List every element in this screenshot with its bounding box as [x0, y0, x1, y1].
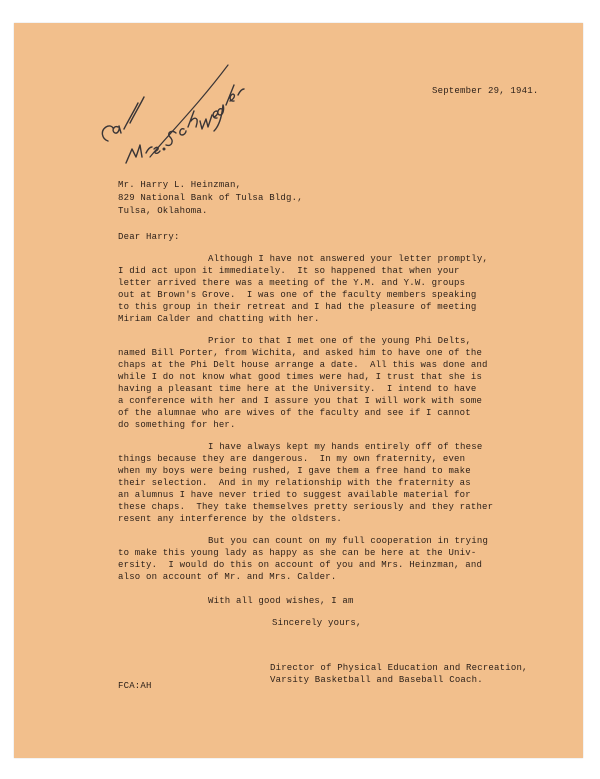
text-line: an alumnus I have never tried to suggest available material for — [118, 490, 471, 500]
text-line: to this group in their retreat and I had the pleasure of meeting — [118, 302, 477, 312]
salutation: Dear Harry: — [118, 232, 180, 242]
text-line: I have always kept my hands entirely off of these — [208, 442, 483, 452]
address-line: Mr. Harry L. Heinzman, — [118, 180, 242, 190]
text-line: to make this young lady as happy as she can be here at the Univ- — [118, 548, 477, 558]
text-line: chaps at the Phi Delt house arrange a date. All this was done and — [118, 360, 488, 370]
text-line: Prior to that I met one of the young Phi Delts, — [208, 336, 472, 346]
text-line: named Bill Porter, from Wichita, and asked him to have one of the — [118, 348, 483, 358]
text-line: out at Brown's Grove. I was one of the faculty members speaking — [118, 290, 477, 300]
text-line: of the alumnae who are wives of the faculty and see if I cannot — [118, 408, 471, 418]
text-line: when my boys were being rushed, I gave them a free hand to make — [118, 466, 471, 476]
text-line: Although I have not answered your letter promptly, — [208, 254, 489, 264]
text-line: while I do not know what good times were had, I trust that she is — [118, 372, 483, 382]
text-line: their selection. And in my relationship with the fraternity as — [118, 478, 471, 488]
text-line: I did act upon it immediately. It so happened that when your — [118, 266, 460, 276]
complimentary-close: Sincerely yours, — [272, 618, 362, 628]
handwritten-note-drawing — [78, 45, 248, 175]
text-line: resent any interference by the oldsters. — [118, 514, 343, 524]
text-line: having a pleasant time here at the University. I intend to have — [118, 384, 477, 394]
address-line: Tulsa, Oklahoma. — [118, 206, 208, 216]
handwritten-note — [78, 45, 248, 175]
text-line: do something for her. — [118, 420, 236, 430]
text-line: ersity. I would do this on account of you and Mrs. Heinzman, and — [118, 560, 483, 570]
text-line: letter arrived there was a meeting of the Y.M. and Y.W. groups — [118, 278, 466, 288]
letter-date: September 29, 1941. — [432, 86, 539, 96]
text-line: a conference with her and I assure you that I will work with some — [118, 396, 483, 406]
text-line: But you can count on my full cooperation in trying — [208, 536, 489, 546]
title-line: Director of Physical Education and Recreation, — [270, 663, 528, 673]
text-line: Miriam Calder and chatting with her. — [118, 314, 320, 324]
text-line: these chaps. They take themselves pretty seriously and they rather — [118, 502, 494, 512]
address-line: 829 National Bank of Tulsa Bldg., — [118, 193, 303, 203]
text-line: also on account of Mr. and Mrs. Calder. — [118, 572, 337, 582]
text-line: things because they are dangerous. In my own fraternity, even — [118, 454, 466, 464]
closing-wishes: With all good wishes, I am — [208, 596, 354, 606]
title-line: Varsity Basketball and Baseball Coach. — [270, 675, 483, 685]
typist-initials: FCA:AH — [118, 681, 152, 691]
